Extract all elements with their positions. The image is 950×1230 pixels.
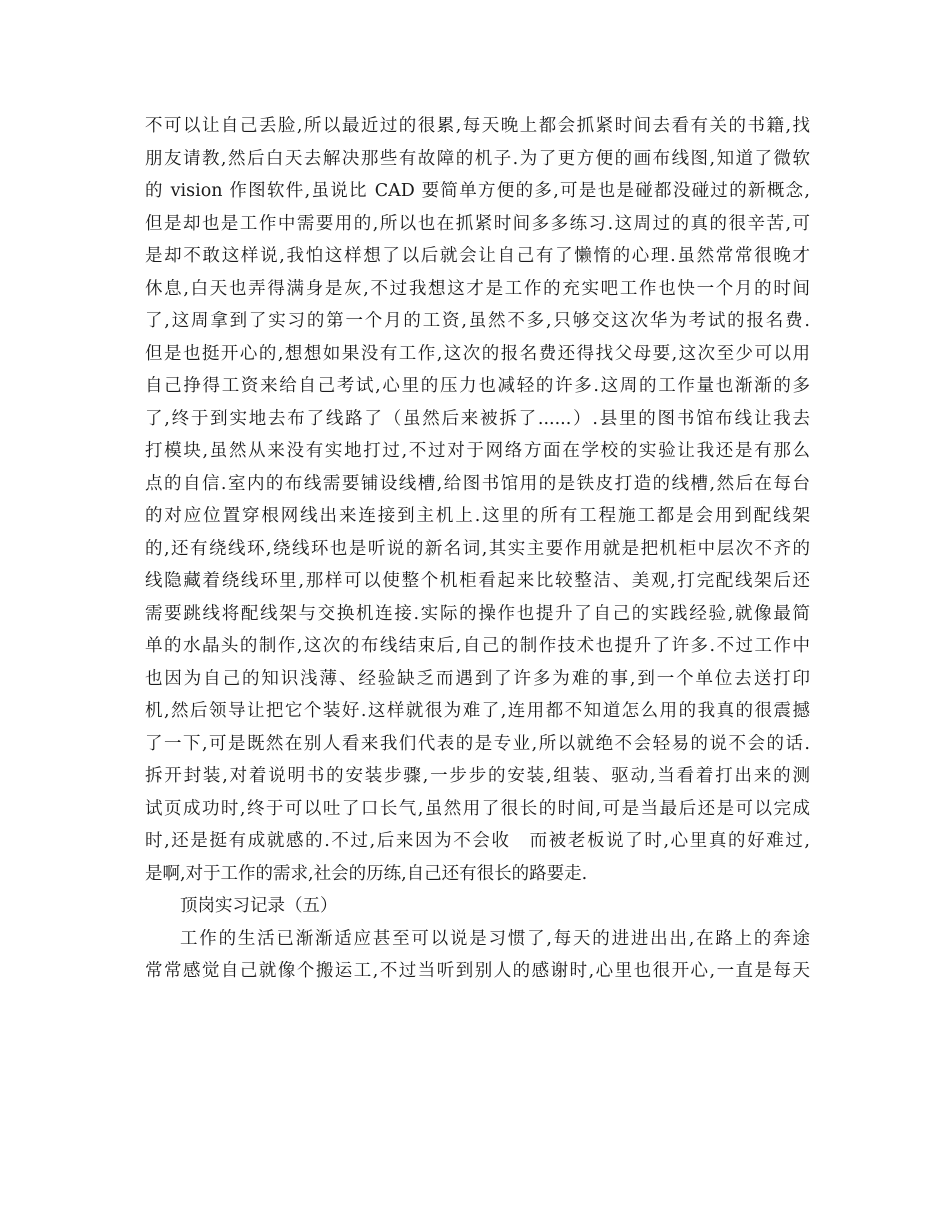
text-line: 点的自信.室内的布线需要铺设线槽,给图书馆用的是铁皮打造的线槽,然后在每台: [145, 473, 810, 494]
text-line: 的对应位置穿根网线出来连接到主机上.这里的所有工程施工都是会用到配线架: [145, 506, 810, 526]
text-line: 了,终于到实地去布了线路了（虽然后来被拆了......）.县里的图书馆布线让我去: [145, 408, 810, 429]
text-line: 试页成功时,终于可以吐了口长气,虽然用了很长的时间,可是当最后还是可以完成: [145, 798, 810, 819]
text-line: 朋友请教,然后白天去解决那些有故障的机子.为了更方便的画布线图,知道了微软: [145, 148, 810, 169]
text-line: 休息,白天也弄得满身是灰,不过我想这才是工作的充实吧工作也快一个月的时间: [145, 278, 810, 299]
text-line: 拆开封装,对着说明书的安装步骤,一步步的安装,组装、驱动,当看着打出来的测: [145, 766, 810, 786]
text-line: 需要跳线将配线架与交换机连接.实际的操作也提升了自己的实践经验,就像最简: [145, 603, 810, 624]
text-line: 自己挣得工资来给自己考试,心里的压力也减轻的许多.这周的工作量也渐渐的多: [145, 376, 810, 396]
text-line: 单的水晶头的制作,这次的布线结束后,自己的制作技术也提升了许多.不过工作中: [145, 636, 810, 656]
text-line: 也因为自己的知识浅薄、经验缺乏而遇到了许多为难的事,到一个单位去送打印: [145, 668, 810, 689]
text-line: 机,然后领导让把它个装好.这样就很为难了,连用都不知道怎么用的我真的很震撼: [145, 701, 810, 721]
text-line: 是啊,对于工作的需求,社会的历练,自己还有很长的路要走.: [145, 863, 588, 884]
text-line: 打模块,虽然从来没有实地打过,不过对于网络方面在学校的实验让我还是有那么: [145, 441, 810, 461]
text-line: 线隐藏着绕线环里,那样可以使整个机柜看起来比较整洁、美观,打完配线架后还: [145, 571, 810, 591]
text-line: 时,还是挺有成就感的.不过,后来因为不会收 而被老板说了时,心里真的好难过,: [145, 831, 810, 851]
text-line: 了,这周拿到了实习的第一个月的工资,虽然不多,只够交这次华为考试的报名费.: [145, 311, 810, 331]
text-line: 的 vision 作图软件,虽说比 CAD 要简单方便的多,可是也是碰都没碰过的新概念,: [145, 181, 810, 201]
text-line: 了一下,可是既然在别人看来我们代表的是专业,所以就绝不会轻易的说不会的话.: [145, 733, 810, 754]
section-heading: 顶岗实习记录（五）: [180, 896, 338, 916]
text-line: 但是却也是工作中需要用的,所以也在抓紧时间多多练习.这周过的真的很辛苦,可: [145, 213, 810, 234]
text-line: 是却不敢这样说,我怕这样想了以后就会让自己有了懒惰的心理.虽然常常很晚才: [145, 246, 810, 266]
document-page: [145, 110, 810, 988]
text-line: 的,还有绕线环,绕线环也是听说的新名词,其实主要作用就是把机柜中层次不齐的: [145, 538, 810, 559]
text-line: 工作的生活已渐渐适应甚至可以说是习惯了,每天的进进出出,在路上的奔途: [180, 928, 810, 949]
text-line: 但是也挺开心的,想想如果没有工作,这次的报名费还得找父母要,这次至少可以用: [145, 343, 810, 364]
text-line: 不可以让自己丢脸,所以最近过的很累,每天晚上都会抓紧时间去看有关的书籍,找: [145, 116, 810, 136]
text-line: 常常感觉自己就像个搬运工,不过当听到别人的感谢时,心里也很开心,一直是每天: [145, 961, 810, 981]
